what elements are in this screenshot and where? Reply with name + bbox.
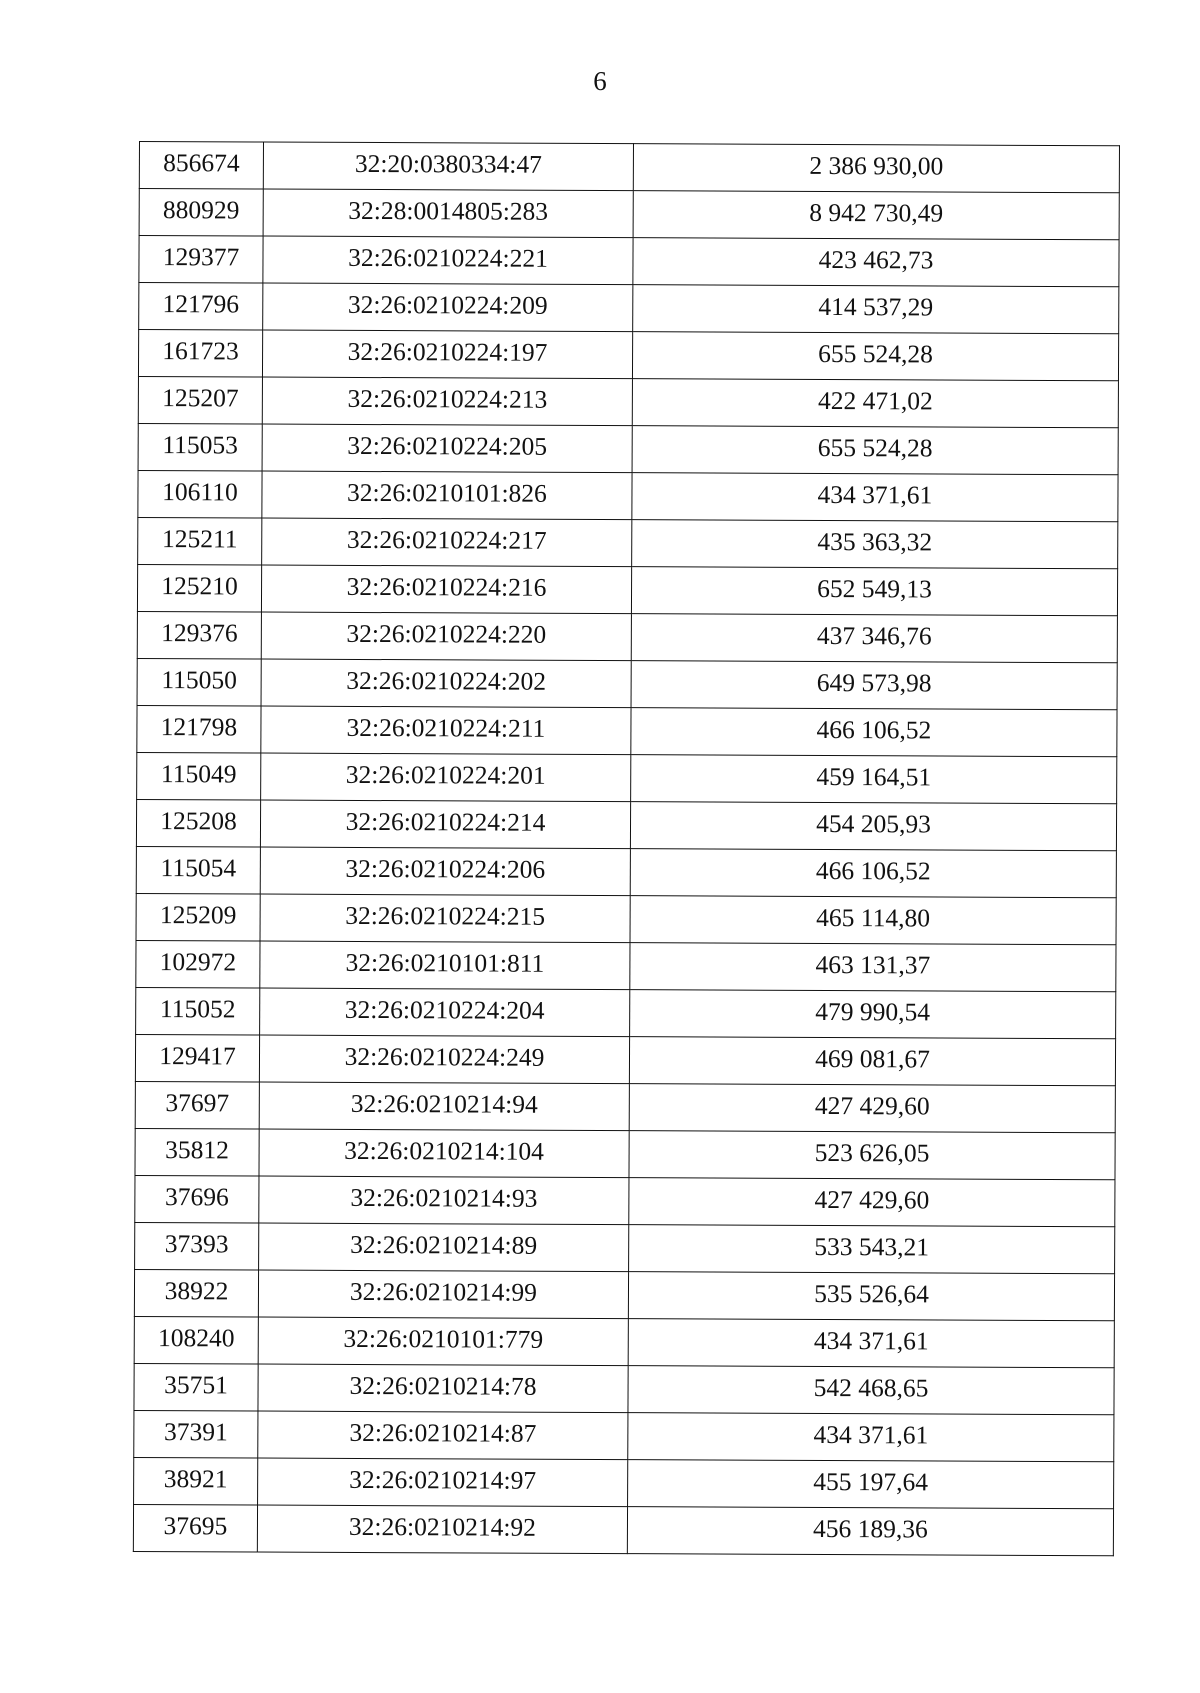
object-id-cell: 106110	[138, 470, 262, 518]
table-row	[135, 1128, 1115, 1179]
object-id-cell: 37695	[133, 1504, 257, 1552]
cadastral-number-cell: 32:26:0210224:201	[261, 753, 631, 802]
object-id-cell: 115052	[136, 987, 260, 1035]
object-id-cell: 129417	[135, 1034, 259, 1082]
table-row	[136, 987, 1116, 1038]
object-id-cell: 115050	[137, 658, 261, 706]
object-id-cell: 38921	[134, 1457, 258, 1505]
cadastral-number-cell: 32:26:0210224:209	[263, 283, 633, 332]
table-row	[138, 517, 1118, 568]
table-row	[136, 799, 1116, 850]
object-id-cell: 129376	[137, 611, 261, 659]
cadastral-number-cell: 32:26:0210224:214	[260, 800, 630, 849]
object-id-cell: 880929	[139, 189, 263, 237]
cadastral-value-cell: 542 468,65	[628, 1366, 1114, 1415]
cadastral-number-cell: 32:26:0210214:78	[258, 1364, 628, 1413]
object-id-cell: 37696	[135, 1175, 259, 1223]
cadastral-value-cell: 655 524,28	[632, 332, 1118, 381]
table-row	[134, 1269, 1114, 1320]
cadastral-number-cell: 32:26:0210101:826	[262, 471, 632, 520]
table-row	[138, 376, 1118, 427]
cadastral-number-cell: 32:26:0210101:779	[258, 1317, 628, 1366]
object-id-cell: 856674	[139, 142, 263, 190]
table-row	[136, 940, 1116, 991]
table-row	[134, 1363, 1114, 1414]
table-row	[138, 470, 1118, 521]
object-id-cell: 125209	[136, 893, 260, 941]
table-row	[136, 846, 1116, 897]
table-row	[137, 564, 1117, 615]
table-row	[139, 283, 1119, 334]
cadastral-number-cell: 32:20:0380334:47	[263, 142, 633, 191]
cadastral-value-cell: 456 189,36	[627, 1507, 1113, 1556]
cadastral-number-cell: 32:26:0210214:93	[259, 1176, 629, 1225]
object-id-cell: 38922	[134, 1269, 258, 1317]
cadastral-value-cell: 434 371,61	[628, 1319, 1114, 1368]
object-id-cell: 115054	[136, 846, 260, 894]
cadastral-number-cell: 32:26:0210224:220	[261, 612, 631, 661]
page-number: 6	[593, 66, 607, 96]
object-id-cell: 125207	[138, 376, 262, 424]
table-row	[134, 1316, 1114, 1367]
object-id-cell: 121798	[137, 705, 261, 753]
cadastral-value-cell: 435 363,32	[632, 520, 1118, 569]
table-row	[135, 1222, 1115, 1273]
cadastral-number-cell: 32:28:0014805:283	[263, 189, 633, 238]
object-id-cell: 37393	[135, 1222, 259, 1270]
cadastral-value-cell: 469 081,67	[629, 1037, 1115, 1086]
object-id-cell: 161723	[138, 330, 262, 378]
cadastral-value-cell: 427 429,60	[629, 1084, 1115, 1133]
cadastral-number-cell: 32:26:0210214:92	[257, 1505, 627, 1554]
cadastral-value-cell: 466 106,52	[631, 708, 1117, 757]
cadastral-value-cell: 455 197,64	[628, 1460, 1114, 1509]
object-id-cell: 37391	[134, 1410, 258, 1458]
table-row	[136, 893, 1116, 944]
cadastral-value-cell: 533 543,21	[629, 1225, 1115, 1274]
cadastral-number-cell: 32:26:0210224:202	[261, 659, 631, 708]
object-id-cell: 37697	[135, 1081, 259, 1129]
cadastral-number-cell: 32:26:0210214:97	[258, 1458, 628, 1507]
cadastral-value-cell: 423 462,73	[633, 238, 1119, 287]
cadastral-number-cell: 32:26:0210214:87	[258, 1411, 628, 1460]
object-id-cell: 35812	[135, 1128, 259, 1176]
table-row	[135, 1081, 1115, 1132]
table-row	[139, 236, 1119, 287]
table-row	[137, 705, 1117, 756]
object-id-cell: 115049	[137, 752, 261, 800]
table-row	[139, 189, 1119, 240]
cadastral-value-cell: 427 429,60	[629, 1178, 1115, 1227]
cadastral-value-cell: 655 524,28	[632, 426, 1118, 475]
cadastral-number-cell: 32:26:0210101:811	[260, 941, 630, 990]
cadastral-value-cell: 454 205,93	[630, 802, 1116, 851]
cadastral-number-cell: 32:26:0210214:99	[258, 1270, 628, 1319]
cadastral-number-cell: 32:26:0210224:216	[261, 565, 631, 614]
object-id-cell: 129377	[139, 236, 263, 284]
cadastral-value-cell: 414 537,29	[633, 285, 1119, 334]
object-id-cell: 125208	[136, 799, 260, 847]
cadastral-value-cell: 466 106,52	[630, 849, 1116, 898]
cadastral-value-cell: 463 131,37	[630, 943, 1116, 992]
cadastral-number-cell: 32:26:0210224:197	[262, 330, 632, 379]
cadastral-number-cell: 32:26:0210224:221	[263, 236, 633, 285]
object-id-cell: 125210	[137, 564, 261, 612]
table-row	[139, 142, 1119, 193]
cadastral-number-cell: 32:26:0210224:206	[260, 847, 630, 896]
cadastral-value-cell: 479 990,54	[630, 990, 1116, 1039]
table-body	[133, 142, 1119, 1556]
cadastral-number-cell: 32:26:0210224:205	[262, 424, 632, 473]
cadastral-number-cell: 32:26:0210214:94	[259, 1082, 629, 1131]
cadastral-value-cell: 422 471,02	[632, 379, 1118, 428]
table-row	[135, 1034, 1115, 1085]
cadastral-value-cell: 535 526,64	[628, 1272, 1114, 1321]
object-id-cell: 115053	[138, 423, 262, 471]
table-row	[133, 1504, 1113, 1555]
cadastral-value-cell: 2 386 930,00	[633, 144, 1119, 193]
table-row	[138, 423, 1118, 474]
cadastral-value-cell: 434 371,61	[632, 473, 1118, 522]
table-row	[137, 752, 1117, 803]
table-row	[134, 1457, 1114, 1508]
object-id-cell: 108240	[134, 1316, 258, 1364]
table-row	[138, 330, 1118, 381]
cadastral-number-cell: 32:26:0210224:211	[261, 706, 631, 755]
cadastral-value-cell: 465 114,80	[630, 896, 1116, 945]
table-row	[137, 611, 1117, 662]
table-row	[134, 1410, 1114, 1461]
cadastral-number-cell: 32:26:0210214:89	[259, 1223, 629, 1272]
cadastral-number-cell: 32:26:0210224:204	[260, 988, 630, 1037]
cadastral-value-table	[133, 141, 1120, 1556]
cadastral-value-cell: 649 573,98	[631, 661, 1117, 710]
cadastral-value-cell: 437 346,76	[631, 614, 1117, 663]
cadastral-number-cell: 32:26:0210224:217	[262, 518, 632, 567]
table-row	[137, 658, 1117, 709]
cadastral-value-cell: 8 942 730,49	[633, 191, 1119, 240]
object-id-cell: 35751	[134, 1363, 258, 1411]
cadastral-number-cell: 32:26:0210214:104	[259, 1129, 629, 1178]
cadastral-value-cell: 459 164,51	[631, 755, 1117, 804]
cadastral-value-cell: 523 626,05	[629, 1131, 1115, 1180]
cadastral-number-cell: 32:26:0210224:213	[262, 377, 632, 426]
cadastral-number-cell: 32:26:0210224:215	[260, 894, 630, 943]
object-id-cell: 125211	[138, 517, 262, 565]
object-id-cell: 102972	[136, 940, 260, 988]
cadastral-number-cell: 32:26:0210224:249	[259, 1035, 629, 1084]
cadastral-value-cell: 434 371,61	[628, 1413, 1114, 1462]
cadastral-value-cell: 652 549,13	[631, 567, 1117, 616]
object-id-cell: 121796	[139, 283, 263, 331]
table-row	[135, 1175, 1115, 1226]
